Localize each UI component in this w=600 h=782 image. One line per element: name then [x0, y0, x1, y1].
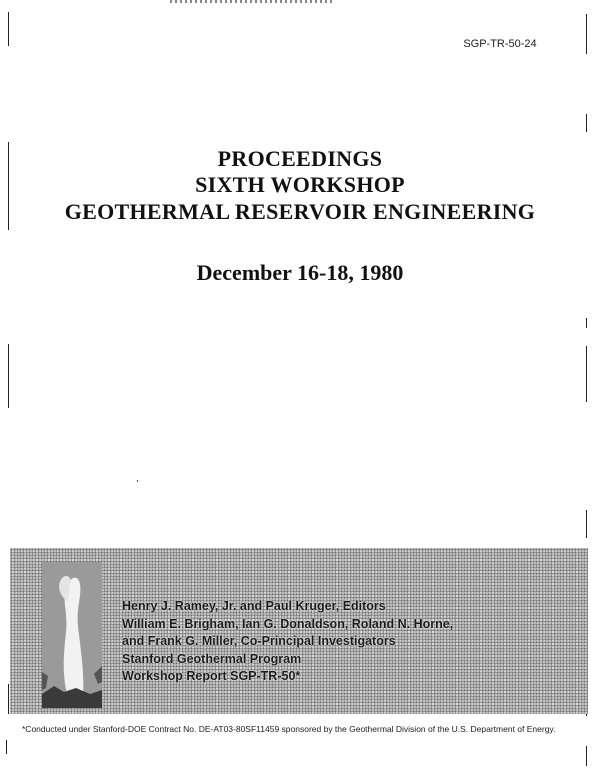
title-line-3: GEOTHERMAL RESERVOIR ENGINEERING — [64, 199, 536, 224]
scan-edge-right — [586, 746, 587, 766]
credit-box — [10, 548, 588, 714]
credits-editors: Henry J. Ramey, Jr. and Paul Kruger, Editors — [122, 599, 386, 613]
scan-edge-right — [586, 346, 587, 402]
scan-edge-right — [586, 318, 587, 328]
scan-edge-left — [8, 684, 9, 714]
credits-report-number: Workshop Report SGP-TR-50* — [122, 669, 301, 683]
credits-investigators-cont: and Frank G. Miller, Co-Principal Investigators — [122, 634, 396, 648]
scan-edge-right — [586, 114, 587, 132]
title-line-2: SIXTH WORKSHOP — [195, 172, 405, 197]
scan-speck — [137, 480, 138, 482]
scan-edge-right — [586, 14, 587, 54]
workshop-date: December 16-18, 1980 — [196, 260, 404, 285]
scan-edge-right — [586, 510, 587, 538]
credits-investigators: William E. Brigham, Ian G. Donaldson, Roland N. Horne, — [122, 616, 454, 631]
credits-program: Stanford Geothermal Program — [122, 651, 302, 666]
report-number: SGP-TR-50-24 — [463, 38, 537, 50]
geyser-icon — [42, 562, 102, 708]
scan-edge-left — [6, 740, 7, 754]
credits-block — [122, 598, 582, 686]
footnote: *Conducted under Stanford-DOE Contract No. DE-AT03-80SF11459 sponsored by the Geothermal Division of the U.S. Department of Energy. — [22, 724, 556, 734]
scan-top-smudge — [170, 0, 335, 3]
scan-edge-left — [8, 344, 9, 408]
scan-edge-left — [8, 12, 9, 46]
title-line-1: PROCEEDINGS — [217, 146, 383, 171]
